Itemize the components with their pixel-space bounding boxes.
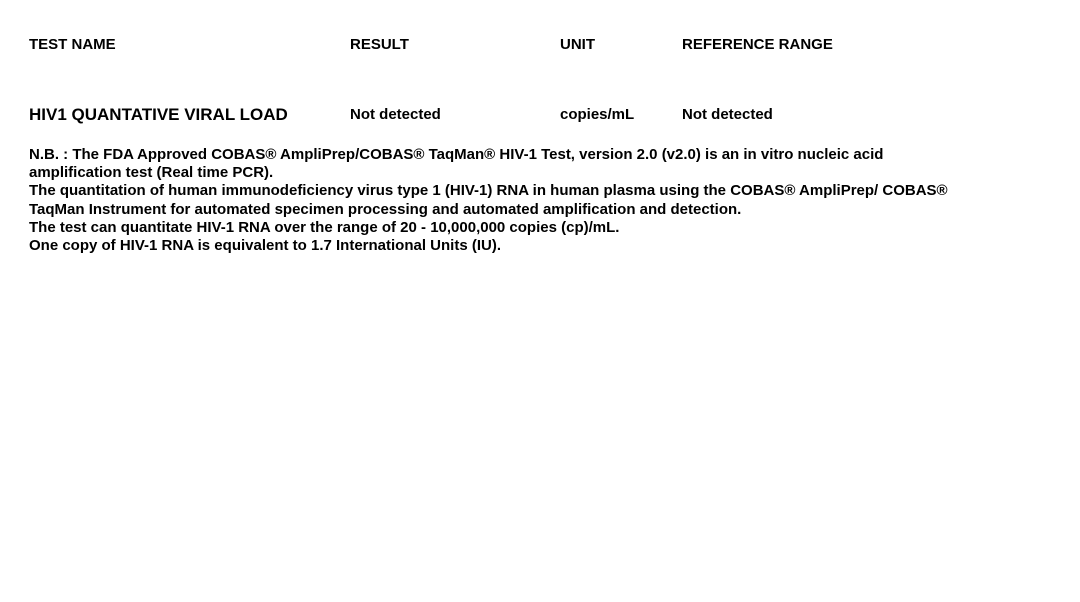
header-test-name: TEST NAME (29, 36, 116, 53)
header-reference-range: REFERENCE RANGE (682, 36, 833, 53)
unit-cell: copies/mL (560, 106, 635, 123)
header-unit: UNIT (560, 36, 595, 53)
header-result: RESULT (350, 36, 409, 53)
note-line: The quantitation of human immunodeficiency virus type 1 (HIV-1) RNA in human plasma using the COBAS® AmpliPrep/ COBAS® (29, 182, 948, 200)
note-line: N.B. : The FDA Approved COBAS® AmpliPrep/COBAS® TaqMan® HIV-1 Test, version 2.0 (v2.0) is an in vitro nucleic acid (29, 146, 884, 163)
reference-range-cell: Not detected (682, 106, 773, 123)
note-line: One copy of HIV-1 RNA is equivalent to 1.7 International Units (IU). (29, 237, 502, 255)
note-line: amplification test (Real time PCR). (29, 164, 274, 182)
test-name-cell: HIV1 QUANTATIVE VIRAL LOAD (29, 105, 288, 124)
note-line: TaqMan Instrument for automated specimen processing and automated amplification and detection. (29, 200, 742, 218)
result-cell: Not detected (350, 106, 441, 123)
note-line: The test can quantitate HIV-1 RNA over the range of 20 - 10,000,000 copies (cp)/mL. (29, 218, 620, 236)
method-notes (29, 146, 1069, 255)
